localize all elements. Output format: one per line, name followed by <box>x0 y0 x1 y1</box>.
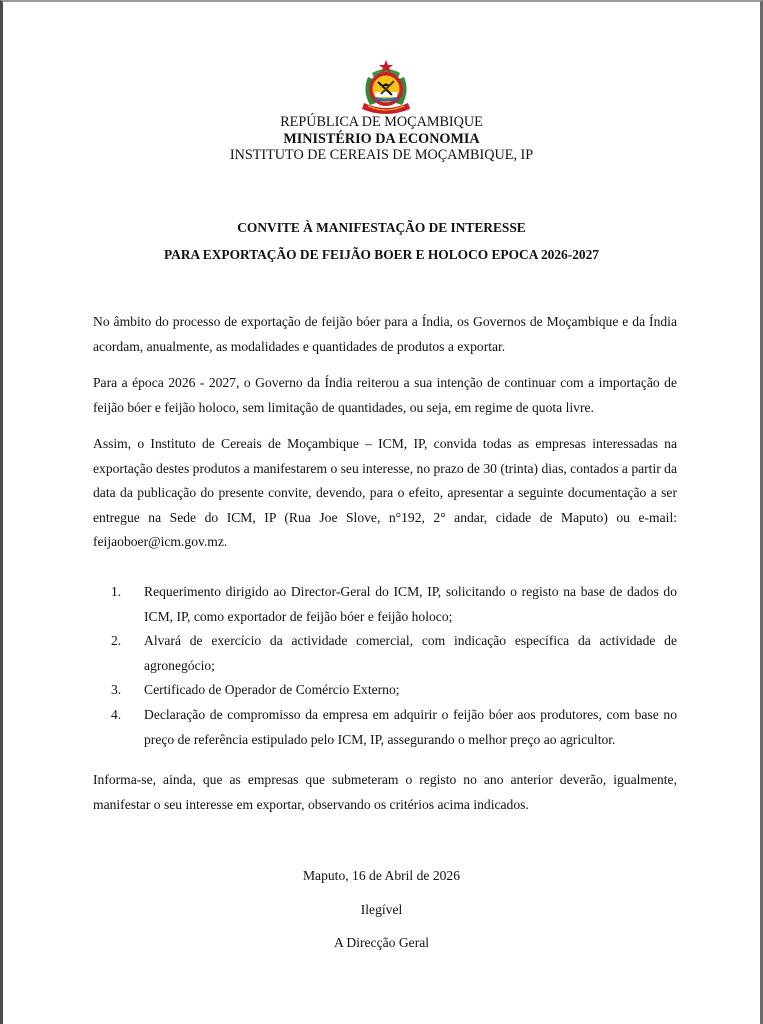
requirement-number: 1. <box>111 584 122 599</box>
requirement-item <box>111 580 677 629</box>
requirement-item <box>111 703 677 752</box>
signatory: A Direcção Geral <box>333 935 430 950</box>
requirement-item <box>111 629 677 678</box>
requirement-text: Alvará de exercício da actividade comercial, com indicação específica da actividade de agronegócio; <box>144 633 677 673</box>
document-title-line-2: PARA EXPORTAÇÃO DE FEIJÃO BOER E HOLOCO EPOCA 2026-2027 <box>164 247 599 262</box>
letterhead-institute: INSTITUTO DE CEREAIS DE MOÇAMBIQUE, IP <box>229 147 534 163</box>
requirements-list <box>111 580 677 752</box>
requirement-number: 4. <box>111 706 122 722</box>
letterhead-country: REPÚBLICA DE MOÇAMBIQUE <box>280 114 483 130</box>
requirement-text: Declaração de compromisso da empresa em adquirir o feijão bóer aos produtores, com base no preço de referência estipulado pelo ICM, IP, assegurando o melhor preço ao agricultor. <box>144 706 677 747</box>
paragraph-context: No âmbito do processo de exportação de feijão bóer para a Índia, os Governos de Moçambique e da Índia acordam, anualmente, as modalidades e quantidades de produtos a exportar. <box>93 314 677 354</box>
requirement-item <box>111 678 677 703</box>
paragraph-season: Para a época 2026 - 2027, o Governo da Índia reiterou a sua intenção de continuar com a importação de feijão bóer e feijão holoco, sem limitação de quantidades, ou seja, em regime de quota livre. <box>93 375 677 415</box>
signature-note: Ilegível <box>360 902 403 917</box>
paragraph-previous-registrants: Informa-se, ainda, que as empresas que submeteram o registo no ano anterior deverão, igualmente, manifestar o seu interesse em exportar, observando os critérios acima indicados. <box>93 772 677 812</box>
letterhead <box>3 114 760 164</box>
requirement-text: Requerimento dirigido ao Director-Geral do ICM, IP, solicitando o registo na base de dados do ICM, IP, como exportador de feijão bóer e feijão holoco; <box>144 584 677 624</box>
requirement-text: Certificado de Operador de Comércio Externo; <box>144 682 400 698</box>
requirement-number: 2. <box>111 633 122 649</box>
mozambique-coat-of-arms-icon <box>358 59 414 117</box>
place-and-date: Maputo, 16 de Abril de 2026 <box>302 868 461 883</box>
requirement-number: 3. <box>111 682 122 698</box>
document-title-line-1: CONVITE À MANIFESTAÇÃO DE INTERESSE <box>237 220 526 235</box>
paragraph-invitation: Assim, o Instituto de Cereais de Moçambique – ICM, IP, convida todas as empresas interessadas na exportação destes produtos a manifestarem o seu interesse, no prazo de 30 (trinta) dias, contados a partir da data da publicação do presente convite, devendo, para o efeito, apresentar a seguinte documentação a ser entregue na Sede do ICM, IP (Rua Joe Slove, n°192, 2° andar, cidade de Maputo) ou e-mail: feijaoboer@icm.gov.mz. <box>93 436 677 550</box>
letterhead-ministry: MINISTÉRIO DA ECONOMIA <box>283 130 480 147</box>
